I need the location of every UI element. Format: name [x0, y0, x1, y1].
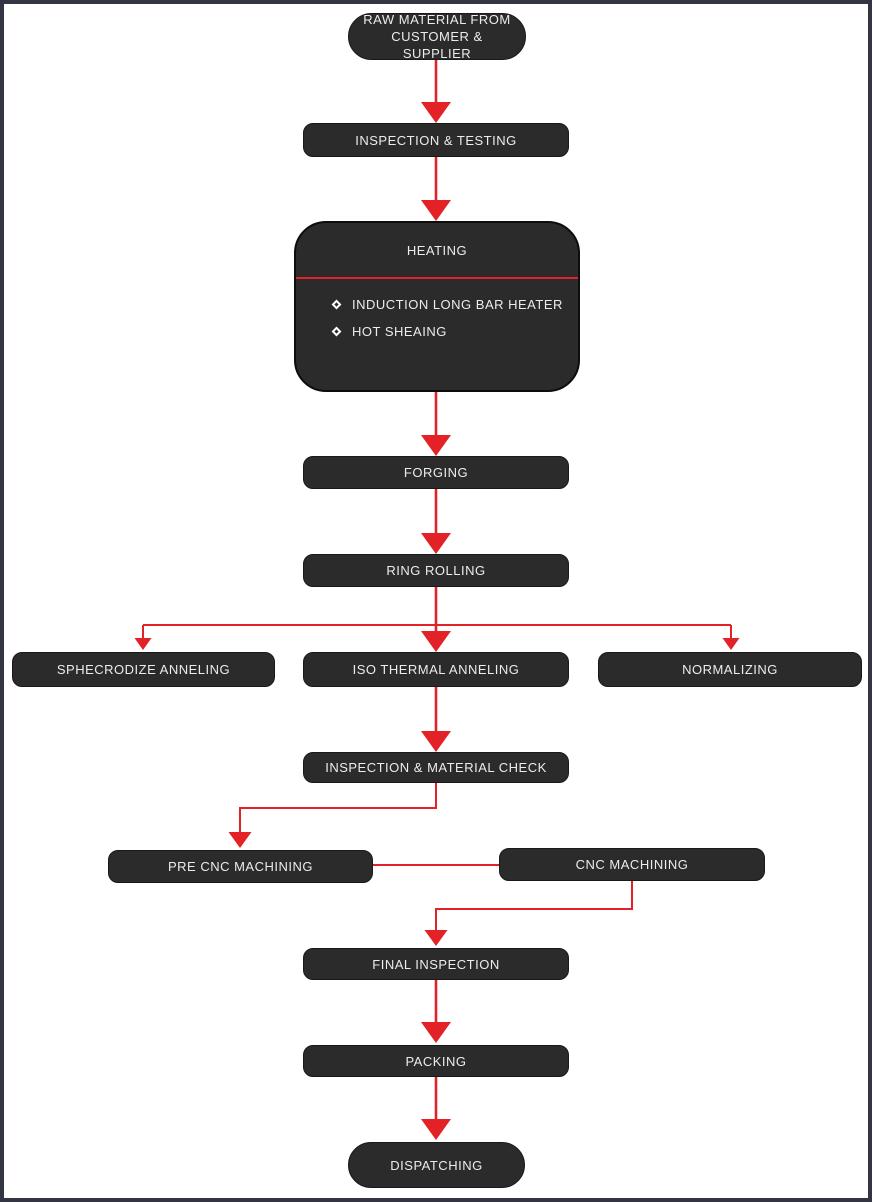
- node-final-inspection: [303, 948, 569, 980]
- diamond-bullet-icon: [332, 300, 342, 310]
- arrow-cnc-to-finalinspection: [436, 881, 632, 944]
- node-raw-material: [348, 13, 526, 60]
- heating-item-label: INDUCTION LONG BAR HEATER: [352, 297, 563, 312]
- node-forging: [303, 456, 569, 489]
- node-cnc-machining: [499, 848, 765, 881]
- node-dispatching-label: DISPATCHING: [390, 1157, 483, 1173]
- heating-list-item: [296, 291, 578, 318]
- node-heating: [294, 221, 580, 392]
- node-sphecrodize-anneling: [12, 652, 275, 687]
- node-inspection-material-check: [303, 752, 569, 783]
- node-ring-rolling-label: RING ROLLING: [386, 563, 486, 578]
- diamond-bullet-icon: [332, 327, 342, 337]
- node-inspection-material-check-label: INSPECTION & MATERIAL CHECK: [325, 760, 547, 775]
- heating-item-label: HOT SHEAING: [352, 324, 447, 339]
- heating-list: [296, 291, 578, 345]
- node-pre-cnc-machining: [108, 850, 373, 883]
- node-sphecrodize-anneling-label: SPHECRODIZE ANNELING: [56, 662, 231, 677]
- node-forging-label: FORGING: [403, 465, 469, 480]
- heating-list-item: [296, 318, 578, 345]
- node-packing-label: PACKING: [405, 1053, 467, 1069]
- node-pre-cnc-machining-label: PRE CNC MACHINING: [167, 859, 313, 874]
- node-packing: [303, 1045, 569, 1077]
- node-cnc-machining-label: CNC MACHINING: [575, 857, 689, 872]
- node-inspection-testing: [303, 123, 569, 157]
- node-normalizing: [598, 652, 862, 687]
- heating-divider: [296, 277, 578, 279]
- node-iso-thermal-anneling: [303, 652, 569, 687]
- arrow-materialcheck-to-precnc: [240, 783, 436, 846]
- node-inspection-testing-label: INSPECTION & TESTING: [355, 132, 517, 148]
- heating-title: HEATING: [406, 242, 468, 258]
- node-normalizing-label: NORMALIZING: [682, 662, 778, 677]
- node-iso-thermal-anneling-label: ISO THERMAL ANNELING: [352, 662, 520, 677]
- node-final-inspection-label: FINAL INSPECTION: [372, 956, 500, 972]
- node-ring-rolling: [303, 554, 569, 587]
- node-raw-material-label: RAW MATERIAL FROM CUSTOMER & SUPPLIER: [363, 12, 511, 61]
- node-dispatching: [348, 1142, 525, 1188]
